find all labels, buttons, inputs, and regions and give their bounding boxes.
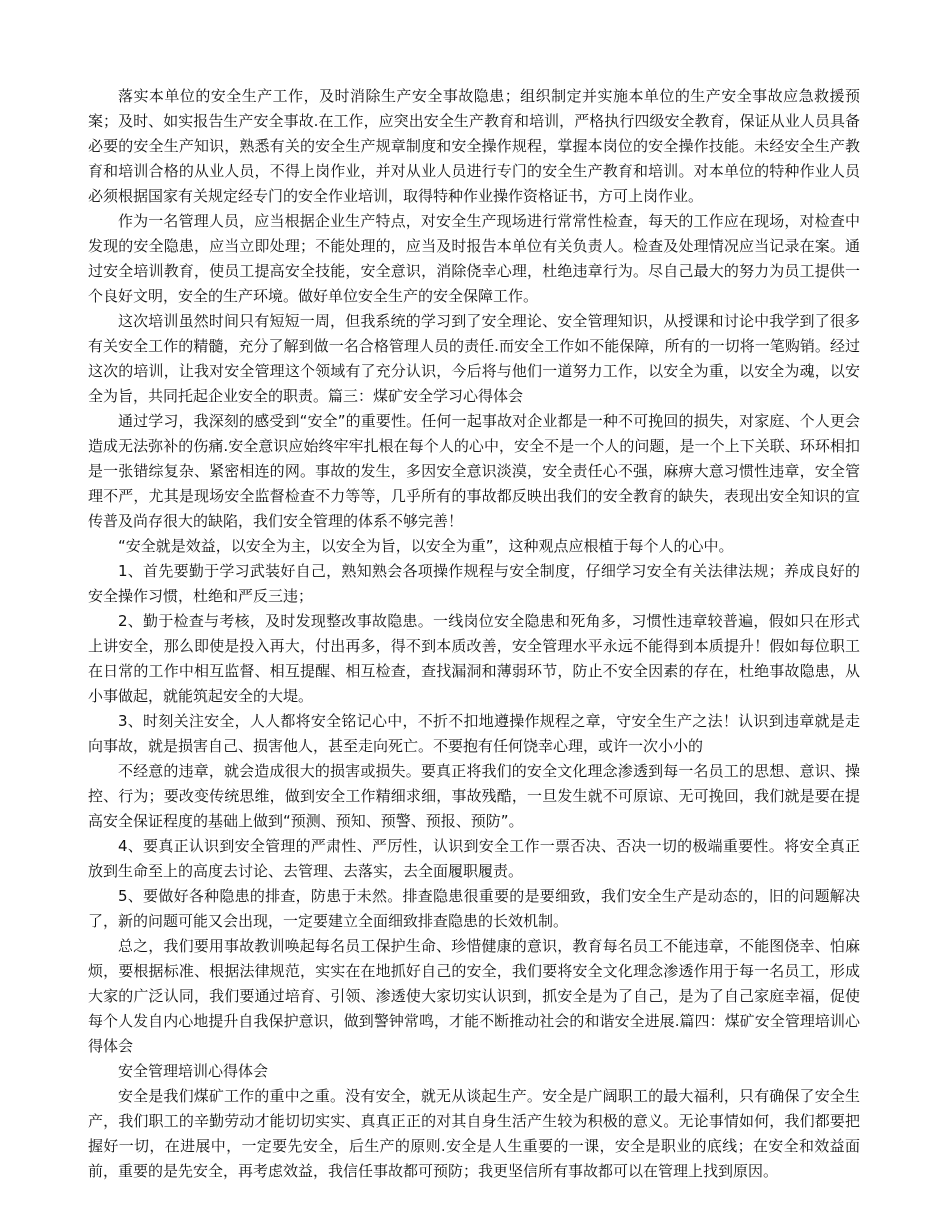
paragraph-10: 4、要真正认识到安全管理的严肃性、严厉性，认识到安全工作一票否决、否决一切的极端重要性。将安全真正放到生命至上的高度去讨论、去管理、去落实，去全面履职履责。 bbox=[88, 837, 860, 880]
paragraph-4: 通过学习，我深刻的感受到“安全”的重要性。任何一起事故对企业都是一种不可挽回的损失，对家庭、个人更会造成无法弥补的伤痛.安全意识应始终牢牢扎根在每个人的心中，安全不是一个人的问题，是一个上下关联、环环相扣是一张错综复杂、紧密相连的网。事故的发生，多因安全意识淡漠，安全责任心不强，麻痹大意习惯性违章，安全管理不严，尤其是现场安全监督检查不力等等，几乎所有的事故都反映出我们的安全教育的缺失，表现出安全知识的宣传普及尚存很大的缺陷，我们安全管理的体系不够完善！ bbox=[88, 412, 860, 530]
document-body bbox=[88, 84, 860, 1184]
paragraph-12: 总之，我们要用事故教训唤起每名员工保护生命、珍惜健康的意识，教育每名员工不能违章，不能图侥幸、怕麻烦，要根据标准、根据法律规范，实实在在地抓好自己的安全，我们要将安全文化理念渗透作用于每一名员工，形成大家的广泛认同，我们要通过培育、引领、渗透使大家切实认识到，抓安全是为了自己，是为了自己家庭幸福，促使每个人发自内心地提升自我保护意识，做到警钟常鸣，才能不断推动社会的和谐安全进展.篇四：煤矿安全管理培训心得体会 bbox=[88, 937, 860, 1055]
paragraph-11: 5、要做好各种隐患的排查，防患于未然。排查隐患很重要的是要细致，我们安全生产是动态的，旧的问题解决了，新的问题可能又会出现，一定要建立全面细致排查隐患的长效机制。 bbox=[88, 887, 860, 930]
paragraph-1: 落实本单位的安全生产工作，及时消除生产安全事故隐患；组织制定并实施本单位的生产安全事故应急救援预案；及时、如实报告生产安全事故.在工作，应突出安全生产教育和培训，严格执行四级安全教育，保证从业人员具备必要的安全生产知识，熟悉有关的安全生产规章制度和安全操作规程，掌握本岗位的安全操作技能。未经安全生产教育和培训合格的从业人员，不得上岗作业，并对从业人员进行专门的安全生产教育和培训。对本单位的特种作业人员必须根据国家有关规定经专门的安全作业培训，取得特种作业操作资格证书，方可上岗作业。 bbox=[88, 87, 860, 205]
paragraph-2: 作为一名管理人员，应当根据企业生产特点，对安全生产现场进行常常性检查，每天的工作应在现场，对检查中发现的安全隐患，应当立即处理；不能处理的，应当及时报告本单位有关负责人。检查及处理情况应当记录在案。通过安全培训教育，使员工提高安全技能，安全意识，消除侥幸心理，杜绝违章行为。尽自己最大的努力为员工提供一个良好文明，安全的生产环境。做好单位安全生产的安全保障工作。 bbox=[88, 212, 860, 305]
paragraph-9: 不经意的违章，就会造成很大的损害或损失。要真正将我们的安全文化理念渗透到每一名员工的思想、意识、操控、行为；要改变传统思维，做到安全工作精细求细，事故残酷，一旦发生就不可原谅、无可挽回，我们就是要在提高安全保证程度的基础上做到“预测、预知、预警、预报、预防”。 bbox=[88, 762, 860, 830]
paragraph-7: 2、勤于检查与考核，及时发现整改事故隐患。一线岗位安全隐患和死角多，习惯性违章较普遍，假如只在形式上讲安全，那么即使是投入再大，付出再多，得不到本质改善，安全管理水平永远不能得到本质提升！假如每位职工在日常的工作中相互监督、相互提醒、相互检查，查找漏洞和薄弱环节，防止不安全因素的存在，杜绝事故隐患，从小事做起，就能筑起安全的大堤。 bbox=[88, 612, 860, 705]
section-heading: 安全管理培训心得体会 bbox=[118, 1062, 269, 1080]
paragraph-6: 1、首先要勤于学习武装好自己，熟知熟会各项操作规程与安全制度，仔细学习安全有关法律法规；养成良好的安全操作习惯，杜绝和严反三违； bbox=[88, 562, 860, 605]
paragraph-8: 3、时刻关注安全，人人都将安全铭记心中，不折不扣地遵操作规程之章，守安全生产之法！认识到违章就是走向事故，就是损害自己、损害他人，甚至走向死亡。不要抱有任何饶幸心理，或许一次小小的 bbox=[88, 712, 860, 755]
paragraph-3: 这次培训虽然时间只有短短一周，但我系统的学习到了安全理论、安全管理知识，从授课和讨论中我学到了很多有关安全工作的精髓，充分了解到做一名合格管理人员的责任.而安全工作如不能保障，所有的一切将一笔购销。经过这次的培训，让我对安全管理这个领域有了充分认识，今后将与他们一道努力工作，以安全为重，以安全为魂，以安全为旨，共同托起企业安全的职责。篇三：煤矿安全学习心得体会 bbox=[88, 312, 860, 405]
paragraph-13: 安全是我们煤矿工作的重中之重。没有安全，就无从谈起生产。安全是广阔职工的最大福利，只有确保了安全生产，我们职工的辛勤劳动才能切切实实、真真正正的对其自身生活产生较为积极的意义。无论事情如何，我们都要把握好一切，在进展中，一定要先安全，后生产的原则.安全是人生重要的一课，安全是职业的底线；在安全和效益面前，重要的是先安全，再考虑效益，我信任事故都可预防；我更坚信所有事故都可以在管理上找到原因。 bbox=[88, 1087, 860, 1180]
paragraph-5: “安全就是效益，以安全为主，以安全为旨，以安全为重”，这种观点应根植于每个人的心中。 bbox=[118, 537, 734, 555]
